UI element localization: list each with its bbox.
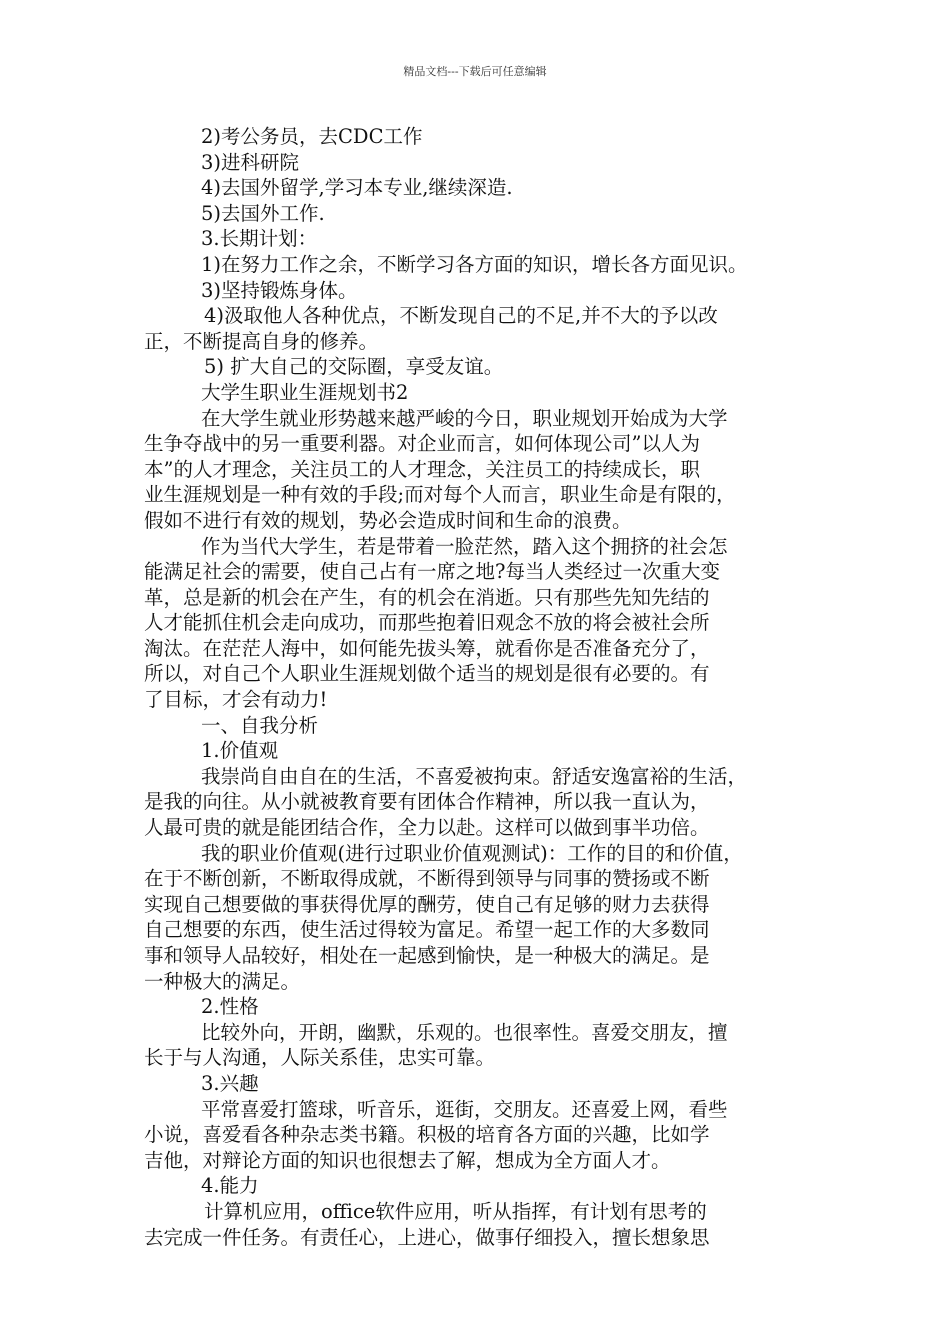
section-heading: 大学生职业生涯规划书2	[201, 380, 409, 404]
text-line: 3.长期计划：	[201, 227, 318, 251]
text-line: 一种极大的满足。	[144, 969, 301, 993]
text-line: 去完成一件任务。有责任心，上进心，做事仔细投入，擅长想象思	[144, 1225, 710, 1249]
text-line: 在大学生就业形势越来越严峻的今日，职业规划开始成为大学	[201, 406, 728, 430]
text-line: 革，总是新的机会在产生，有的机会在消逝。只有那些先知先结的	[144, 585, 710, 609]
text-line: 4)去国外留学,学习本专业,继续深造.	[201, 176, 513, 200]
text-line: 计算机应用，office软件应用，听从指挥，有计划有思考的	[204, 1199, 707, 1223]
text-line: 人最可贵的就是能团结合作，全力以赴。这样可以做到事半功倍。	[144, 816, 710, 840]
text-line: 假如不进行有效的规划，势必会造成时间和生命的浪费。	[144, 508, 632, 532]
text-line: 3)进科研院	[201, 150, 300, 174]
text-line: 本”的人才理念，关注员工的人才理念，关注员工的持续成长，职	[144, 457, 700, 481]
text-line: 业生涯规划是一种有效的手段;而对每个人而言，职业生命是有限的，	[144, 483, 736, 507]
text-line: 生争夺战中的另一重要利器。对企业而言，如何体现公司”以人为	[144, 432, 700, 456]
text-line: 在于不断创新，不断取得成就，不断得到领导与同事的赞扬或不断	[144, 867, 710, 891]
text-line: 长于与人沟通，人际关系佳，忠实可靠。	[144, 1046, 496, 1070]
text-line: 实现自己想要做的事获得优厚的酬劳，使自己有足够的财力去获得	[144, 892, 710, 916]
text-line: 平常喜爱打篮球，听音乐，逛街，交朋友。还喜爱上网，看些	[201, 1097, 728, 1121]
text-line: 比较外向，开朗，幽默，乐观的。也很率性。喜爱交朋友，擅	[201, 1020, 728, 1044]
document-body	[144, 124, 824, 1250]
text-line: 小说，喜爱看各种杂志类书籍。积极的培育各方面的兴趣，比如学	[144, 1123, 710, 1147]
text-line: 淘汰。在茫茫人海中，如何能先拔头筹，就看你是否准备充分了，	[144, 636, 710, 660]
subsection-heading: 1.价值观	[201, 739, 279, 763]
section-heading: 一、自我分析	[201, 713, 319, 737]
text-line: 所以，对自己个人职业生涯规划做个适当的规划是很有必要的。有	[144, 662, 710, 686]
text-line: 了目标，才会有动力!	[144, 688, 328, 712]
subsection-heading: 3.兴趣	[201, 1071, 259, 1095]
text-line: 事和领导人品较好，相处在一起感到愉快，是一种极大的满足。是	[144, 944, 710, 967]
subsection-heading: 2.性格	[201, 995, 259, 1019]
page-header: 精品文档---下载后可任意编辑	[403, 65, 547, 78]
text-line: 3)坚持锻炼身体。	[201, 278, 358, 302]
text-line: 5)去国外工作.	[201, 201, 325, 225]
text-line: 2)考公务员，去CDC工作	[201, 125, 423, 148]
text-line: 我崇尚自由自在的生活，不喜爱被拘束。舒适安逸富裕的生活，	[201, 764, 748, 788]
text-line: 吉他，对辩论方面的知识也很想去了解，想成为全方面人才。	[144, 1148, 671, 1172]
text-line: 1)在努力工作之余，不断学习各方面的知识，增长各方面见识。	[201, 252, 748, 276]
text-line: 5) 扩大自己的交际圈，享受友谊。	[204, 355, 504, 379]
text-line: 正，不断提高自身的修养。	[144, 329, 379, 353]
text-line: 能满足社会的需要，使自己占有一席之地?每当人类经过一次重大变	[144, 560, 720, 584]
subsection-heading: 4.能力	[201, 1174, 259, 1198]
text-line: 自己想要的东西，使生活过得较为富足。希望一起工作的大多数同	[144, 918, 710, 942]
text-line: 4)汲取他人各种优点，不断发现自己的不足,并不大的予以改	[204, 304, 718, 328]
text-line: 是我的向往。从小就被教育要有团体合作精神，所以我一直认为，	[144, 790, 710, 814]
text-line: 人才能抓住机会走向成功，而那些抱着旧观念不放的将会被社会所	[144, 611, 710, 635]
text-line: 作为当代大学生，若是带着一脸茫然，踏入这个拥挤的社会怎	[201, 534, 728, 558]
text-line: 我的职业价值观(进行过职业价值观测试)：工作的目的和价值，	[201, 841, 743, 865]
